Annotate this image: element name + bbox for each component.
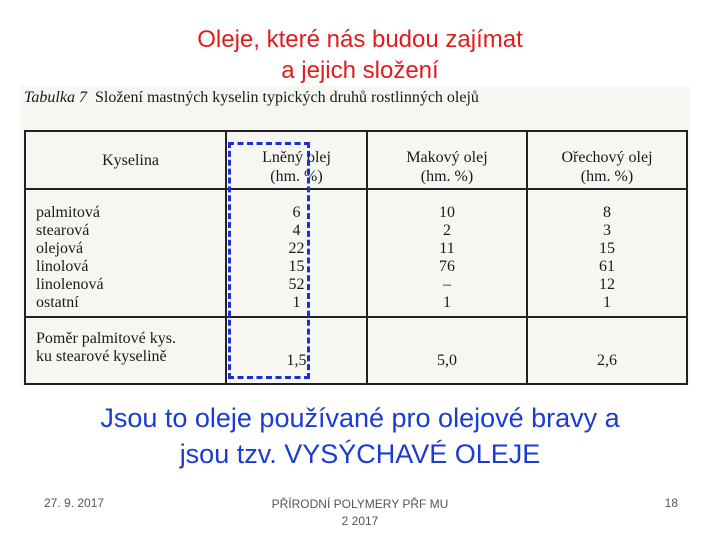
header-poppy: Makový olej (hm. %) xyxy=(367,131,527,189)
walnut-value: 1 xyxy=(603,294,611,311)
table-caption xyxy=(24,89,479,107)
linseed-value: 22 xyxy=(288,240,305,257)
slide-subtitle-line1: Jsou to oleje používané pro olejové bravy a xyxy=(100,403,620,433)
acid-name: stearová xyxy=(36,222,90,239)
footer-course xyxy=(0,496,720,530)
table-header-row xyxy=(25,131,687,189)
walnut-value: 15 xyxy=(599,240,615,257)
walnut-values-cell xyxy=(527,189,687,317)
poppy-value: 1 xyxy=(443,294,451,311)
poppy-value: 11 xyxy=(439,240,455,257)
linseed-value: 1 xyxy=(292,294,301,311)
poppy-value: – xyxy=(443,276,451,293)
ratio-label-cell: Poměr palmitové kys. ku stearové kyselině xyxy=(25,317,226,384)
header-linseed: Lněný olej (hm. %) xyxy=(226,131,367,189)
acid-name: linolová xyxy=(36,258,89,275)
slide-title-line1: Oleje, které nás budou zajímat xyxy=(197,26,523,53)
linseed-value: 52 xyxy=(288,276,305,293)
linseed-value: 15 xyxy=(288,258,305,275)
poppy-values-cell xyxy=(367,189,527,317)
fatty-acid-table xyxy=(24,130,688,385)
slide-title-line2: a jejich složení xyxy=(281,57,439,84)
linseed-value: 4 xyxy=(292,222,301,239)
footer-course-line1: PŘÍRODNÍ POLYMERY PŘF MU xyxy=(271,497,449,511)
acid-name: ostatní xyxy=(36,294,79,311)
table-row-ratio xyxy=(25,317,687,384)
header-walnut: Ořechový olej (hm. %) xyxy=(527,131,687,189)
ratio-poppy: 5,0 xyxy=(367,317,527,384)
table-row xyxy=(25,189,687,317)
ratio-walnut: 2,6 xyxy=(527,317,687,384)
table-caption-text: Složení mastných kyselin typických druhů rostlinných olejů xyxy=(94,89,479,106)
poppy-value: 2 xyxy=(443,222,451,239)
walnut-value: 8 xyxy=(603,204,611,221)
walnut-value: 3 xyxy=(603,222,611,239)
acid-names-cell xyxy=(25,189,226,317)
table-caption-number: Tabulka 7 xyxy=(24,89,87,106)
linseed-highlight-box xyxy=(228,142,310,379)
ratio-linseed: 1,5 xyxy=(226,317,367,384)
acid-name: olejová xyxy=(36,240,84,257)
linseed-value: 6 xyxy=(292,204,301,221)
slide-subtitle xyxy=(0,400,720,472)
scanned-table-image xyxy=(20,86,690,386)
header-acid: Kyselina xyxy=(25,131,226,189)
slide-title xyxy=(0,24,720,86)
acid-name: linolenová xyxy=(36,276,104,293)
slide-subtitle-line2: jsou tzv. VYSÝCHAVÉ OLEJE xyxy=(179,439,541,469)
poppy-value: 76 xyxy=(439,258,455,275)
walnut-value: 12 xyxy=(599,276,615,293)
footer-course-line2: 2 2017 xyxy=(341,514,379,528)
acid-name: palmitová xyxy=(36,204,100,221)
footer-date: 27. 9. 2017 xyxy=(44,496,105,510)
footer-page-number: 18 xyxy=(664,496,678,510)
poppy-value: 10 xyxy=(439,204,455,221)
walnut-value: 61 xyxy=(599,258,615,275)
